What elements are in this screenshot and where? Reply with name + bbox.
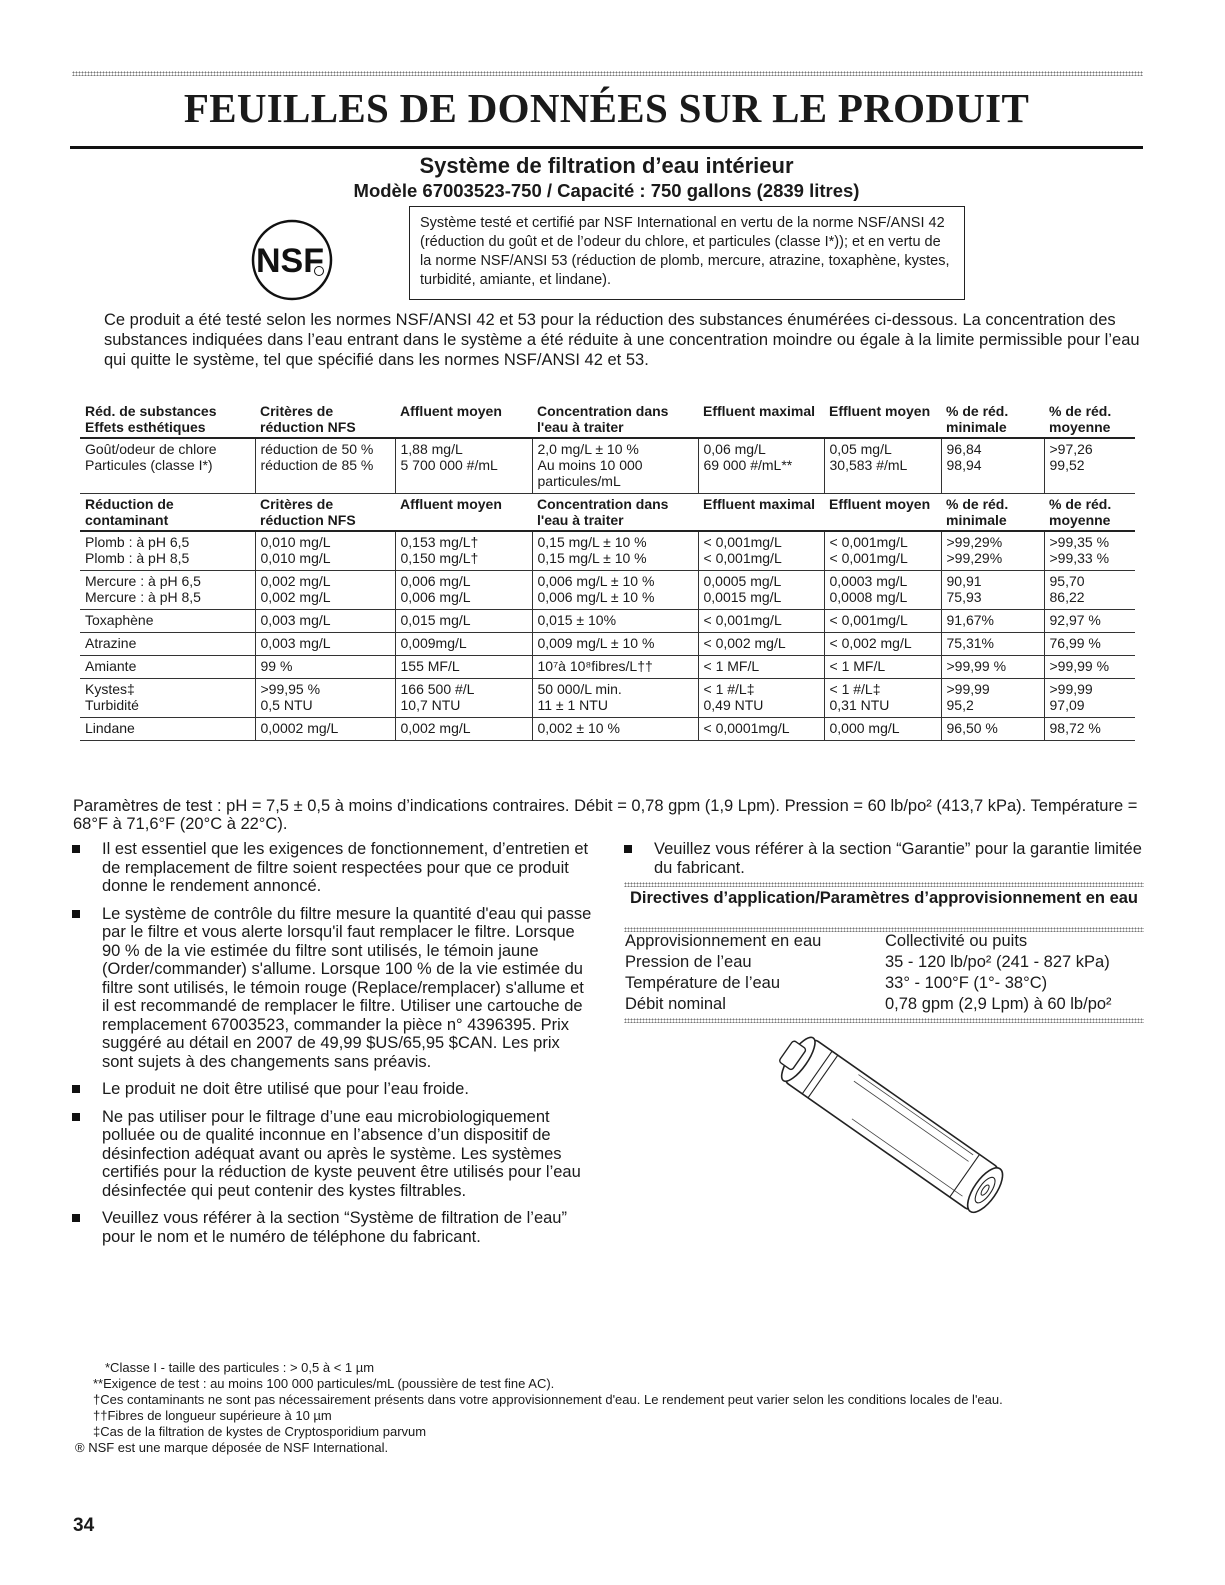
- table-row: [80, 531, 1135, 571]
- page-title: FEUILLES DE DONNÉES SUR LE PRODUIT: [183, 85, 1030, 131]
- directives-title: Directives d’application/Paramètres d’approvisionnement en eau: [630, 889, 1138, 907]
- notes-list-right: [624, 840, 1144, 886]
- table-row-cell: 75,31%: [941, 633, 1044, 656]
- table-row-cell: 0,000 mg/L: [824, 718, 941, 741]
- table-header-aesthetic-cell: % de réd. minimale: [941, 401, 1044, 438]
- bullet-item: [72, 1108, 592, 1201]
- table-header-contaminant-cell: Affluent moyen: [395, 494, 532, 532]
- table-row-cell: < 0,001mg/L < 0,001mg/L: [698, 531, 824, 571]
- bullet-text: Le système de contrôle du filtre mesure la quantité d'eau qui passe par le filtre et vous alerte lorsqu'il faut remplacer le filtre. Lorsque 90 % de la vie estimée du filtre sont utilisés, le témoin jaune (Order/commander) s'allume. Lorsque 100 % de la vie estimée du filtre sont utilisés, le témoin rouge (Replace/remplacer) s'allume et il est recommandé de remplacer le filtre. Utiliser une cartouche de remplacement 67003523, commander la pièce n° 4396395. Prix suggéré au détail en 2007 de 49,99 $US/65,95 $CAN. Les prix sont sujets à des changements sans préavis.: [102, 904, 592, 1071]
- directive-value: 35 - 120 lb/po² (241 - 827 kPa): [885, 953, 1110, 971]
- table-header-aesthetic-cell: % de réd. moyenne: [1044, 401, 1135, 438]
- table-row-cell: Toxaphène: [80, 610, 255, 633]
- table-row-cell: 76,99 %: [1044, 633, 1135, 656]
- table-header-aesthetic-cell: Réd. de substances Effets esthétiques: [80, 401, 255, 438]
- directives-row: [624, 931, 1144, 952]
- table-row-cell: 155 MF/L: [395, 656, 532, 679]
- table-row-cell: 0,003 mg/L: [255, 610, 395, 633]
- nsf-logo-text: NSF: [256, 242, 324, 280]
- footnote: ††Fibres de longueur supérieure à 10 µm: [93, 1408, 332, 1423]
- performance-data-table: [80, 401, 1135, 741]
- table-row-cell: Kystes‡ Turbidité: [80, 679, 255, 718]
- table-header-contaminant-cell: Critères de réduction NFS: [255, 494, 395, 532]
- table-row-cell: 0,015 ± 10%: [532, 610, 698, 633]
- table-row-cell: 0,009mg/L: [395, 633, 532, 656]
- table-row-cell: Lindane: [80, 718, 255, 741]
- table-row-cell: >99,99 %: [1044, 656, 1135, 679]
- directives-top-rule: [624, 882, 1144, 887]
- footnote: *Classe I - taille des particules : > 0,5 à < 1 µm: [105, 1360, 375, 1375]
- directive-label: Débit nominal: [625, 995, 726, 1013]
- directive-value: 33° - 100°F (1°- 38°C): [885, 974, 1048, 992]
- table-row-cell: 0,15 mg/L ± 10 % 0,15 mg/L ± 10 %: [532, 531, 698, 571]
- intro-paragraph: Ce produit a été testé selon les normes NSF/ANSI 42 et 53 pour la réduction des substances énumérées ci-dessous. La concentration des substances indiquées dans l’eau entrant dans le système a été réduite à une concentration moindre ou égale à la limite permissible pour l’eau qui quitte le système, tel que spécifié dans les normes NSF/ANSI 42 et 53.: [104, 311, 1140, 369]
- bullet-square-icon: [72, 910, 80, 918]
- table-header-contaminant-cell: Réduction de contaminant: [80, 494, 255, 532]
- table-header-aesthetic-cell: Effluent maximal: [698, 401, 824, 438]
- table-row-cell: >99,95 % 0,5 NTU: [255, 679, 395, 718]
- model-subtitle: Modèle 67003523-750 / Capacité : 750 gallons (2839 litres): [353, 180, 860, 201]
- table-row-cell: 0,006 mg/L 0,006 mg/L: [395, 571, 532, 610]
- nsf-logo: [250, 218, 334, 302]
- directive-label: Température de l’eau: [625, 974, 781, 992]
- table-header-contaminant-cell: Concentration dans l'eau à traiter: [532, 494, 698, 532]
- table-row-cell: < 0,001mg/L: [698, 610, 824, 633]
- directive-value: Collectivité ou puits: [885, 932, 1028, 950]
- table-row-cell: >97,26 99,52: [1044, 438, 1135, 494]
- table-header-aesthetic-cell: Effluent moyen: [824, 401, 941, 438]
- table-row-cell: 1,88 mg/L 5 700 000 #/mL: [395, 438, 532, 494]
- table-row-cell: < 1 #/L‡ 0,49 NTU: [698, 679, 824, 718]
- table-row-cell: Atrazine: [80, 633, 255, 656]
- footnotes: [75, 1360, 1135, 1456]
- table-row-cell: >99,99 95,2: [941, 679, 1044, 718]
- table-row: [80, 656, 1135, 679]
- table-row-cell: < 0,0001mg/L: [698, 718, 824, 741]
- table-row: [80, 718, 1135, 741]
- bullet-item: [624, 840, 1144, 877]
- table-row: [80, 633, 1135, 656]
- table-row-cell: 0,006 mg/L ± 10 % 0,006 mg/L ± 10 %: [532, 571, 698, 610]
- table-row-cell: 2,0 mg/L ± 10 % Au moins 10 000 particules/mL: [532, 438, 698, 494]
- table-row-cell: 0,009 mg/L ± 10 %: [532, 633, 698, 656]
- table-row-cell: >99,99 97,09: [1044, 679, 1135, 718]
- table-row-cell: 0,003 mg/L: [255, 633, 395, 656]
- bullet-square-icon: [72, 1214, 80, 1222]
- bullet-item: [72, 840, 592, 896]
- notes-list-left: [72, 840, 592, 1255]
- table-row-cell: 0,002 mg/L: [395, 718, 532, 741]
- table-row-cell: 98,72 %: [1044, 718, 1135, 741]
- table-row-cell: 99 %: [255, 656, 395, 679]
- bullet-square-icon: [72, 1085, 80, 1093]
- table-header-aesthetic: [80, 401, 1135, 438]
- table-row-cell: < 0,001mg/L: [824, 610, 941, 633]
- table-header-contaminant-cell: Effluent moyen: [824, 494, 941, 532]
- table-header-contaminant-cell: % de réd. moyenne: [1044, 494, 1135, 532]
- table-header-contaminant-cell: Effluent maximal: [698, 494, 824, 532]
- table-row-cell: >99,99 %: [941, 656, 1044, 679]
- bullet-text: Le produit ne doit être utilisé que pour l’eau froide.: [102, 1080, 469, 1098]
- table-row-cell: 0,015 mg/L: [395, 610, 532, 633]
- bullet-text: Il est essentiel que les exigences de fonctionnement, d’entretien et de remplacement de filtre soient respectées pour que ce produit donne le rendement annoncé.: [102, 840, 589, 895]
- table-header-aesthetic-cell: Critères de réduction NFS: [255, 401, 395, 438]
- table-row-cell: 92,97 %: [1044, 610, 1135, 633]
- table-row-cell: >99,29% >99,29%: [941, 531, 1044, 571]
- table-row: [80, 571, 1135, 610]
- directive-value: 0,78 gpm (2,9 Lpm) à 60 lb/po²: [885, 995, 1112, 1013]
- page-number: 34: [73, 1515, 95, 1536]
- table-row-cell: 0,0005 mg/L 0,0015 mg/L: [698, 571, 824, 610]
- table-row: [80, 679, 1135, 718]
- table-row-cell: 0,153 mg/L† 0,150 mg/L†: [395, 531, 532, 571]
- table-row-cell: 0,05 mg/L 30,583 #/mL: [824, 438, 941, 494]
- footnote: †Ces contaminants ne sont pas nécessairement présents dans votre approvisionnement d'eau. Le rendement peut varier selon les conditions locales de l'eau.: [93, 1392, 1003, 1407]
- table-row-cell: >99,35 % >99,33 %: [1044, 531, 1135, 571]
- table-row-cell: 0,06 mg/L 69 000 #/mL**: [698, 438, 824, 494]
- table-row-cell: 0,0003 mg/L 0,0008 mg/L: [824, 571, 941, 610]
- bullet-text: Veuillez vous référer à la section “Garantie” pour la garantie limitée du fabricant.: [654, 840, 1142, 877]
- table-row-cell: 166 500 #/L 10,7 NTU: [395, 679, 532, 718]
- table-row-cell: < 0,002 mg/L: [824, 633, 941, 656]
- table-row-cell: 91,67%: [941, 610, 1044, 633]
- bullet-item: [72, 1209, 592, 1246]
- table-row-cell: < 1 MF/L: [698, 656, 824, 679]
- table-row-cell: Goût/odeur de chlore Particules (classe I*): [80, 438, 255, 494]
- table-row-cell: Amiante: [80, 656, 255, 679]
- table-row: [80, 438, 1135, 494]
- table-row-cell: 90,91 75,93: [941, 571, 1044, 610]
- top-dotted-rule: [72, 71, 1143, 76]
- table-row-cell: 0,010 mg/L 0,010 mg/L: [255, 531, 395, 571]
- table-header-aesthetic-cell: Concentration dans l'eau à traiter: [532, 401, 698, 438]
- bullet-item: [72, 1080, 592, 1099]
- footnote: **Exigence de test : au moins 100 000 particules/mL (poussière de test fine AC).: [93, 1376, 555, 1391]
- table-row-cell: Plomb : à pH 6,5 Plomb : à pH 8,5: [80, 531, 255, 571]
- table-row-cell: 95,70 86,22: [1044, 571, 1135, 610]
- table-row-cell: 0,002 mg/L 0,002 mg/L: [255, 571, 395, 610]
- bullet-square-icon: [72, 845, 80, 853]
- table-row-cell: < 1 MF/L: [824, 656, 941, 679]
- table-row-cell: 96,50 %: [941, 718, 1044, 741]
- filter-cartridge-illustration: [760, 1022, 1030, 1232]
- directives-row: [624, 994, 1144, 1015]
- table-header-contaminant: [80, 494, 1135, 532]
- nsf-certification-box: Système testé et certifié par NSF International en vertu de la norme NSF/ANSI 42 (réduction du goût et de l’odeur du chlore, et particules (classe I*)); et en vertu de la norme NSF/ANSI 53 (réduction de plomb, mercure, atrazine, toxaphène, kystes, turbidité, amiante, et lindane).: [409, 206, 965, 300]
- table-row-cell: réduction de 50 % réduction de 85 %: [255, 438, 395, 494]
- table-row-cell: < 0,001mg/L < 0,001mg/L: [824, 531, 941, 571]
- title-rule: [70, 146, 1143, 149]
- product-subtitle: Système de filtration d’eau intérieur: [419, 153, 794, 178]
- table-row-cell: 0,0002 mg/L: [255, 718, 395, 741]
- table-row-cell: 50 000/L min. 11 ± 1 NTU: [532, 679, 698, 718]
- table-header-aesthetic-cell: Affluent moyen: [395, 401, 532, 438]
- bullet-square-icon: [624, 845, 632, 853]
- bullet-text: Ne pas utiliser pour le filtrage d’une eau microbiologiquement polluée ou de qualité inconnue en l’absence d’un dispositif de désinfection adéquat avant ou après le système. Les systèmes certifiés pour la réduction de kyste peuvent être utilisés pour l’eau désinfectée qui peut contenir des kystes filtrables.: [102, 1107, 581, 1200]
- directives-table: [624, 931, 1144, 1015]
- table-row-cell: < 0,002 mg/L: [698, 633, 824, 656]
- directive-label: Pression de l’eau: [625, 953, 752, 971]
- table-row-cell: 10⁷à 10⁸fibres/L††: [532, 656, 698, 679]
- table-row-cell: 0,002 ± 10 %: [532, 718, 698, 741]
- footnote: ‡Cas de la filtration de kystes de Cryptosporidium parvum: [93, 1424, 427, 1439]
- table-row-cell: 96,84 98,94: [941, 438, 1044, 494]
- table-row-cell: < 1 #/L‡ 0,31 NTU: [824, 679, 941, 718]
- footnote: ® NSF est une marque déposée de NSF International.: [75, 1440, 389, 1455]
- table-header-contaminant-cell: % de réd. minimale: [941, 494, 1044, 532]
- directives-row: [624, 973, 1144, 994]
- directive-label: Approvisionnement en eau: [625, 932, 822, 950]
- table-row-cell: Mercure : à pH 6,5 Mercure : à pH 8,5: [80, 571, 255, 610]
- table-row: [80, 610, 1135, 633]
- bullet-square-icon: [72, 1113, 80, 1121]
- bullet-text: Veuillez vous référer à la section “Système de filtration de l’eau” pour le nom et le numéro de téléphone du fabricant.: [102, 1209, 567, 1246]
- bullet-item: [72, 905, 592, 1072]
- test-parameters: Paramètres de test : pH = 7,5 ± 0,5 à moins d’indications contraires. Débit = 0,78 gpm (1,9 Lpm). Pression = 60 lb/po² (413,7 kPa). Température = 68°F à 71,6°F (20°C à 22°C).: [73, 797, 1138, 833]
- directives-row: [624, 952, 1144, 973]
